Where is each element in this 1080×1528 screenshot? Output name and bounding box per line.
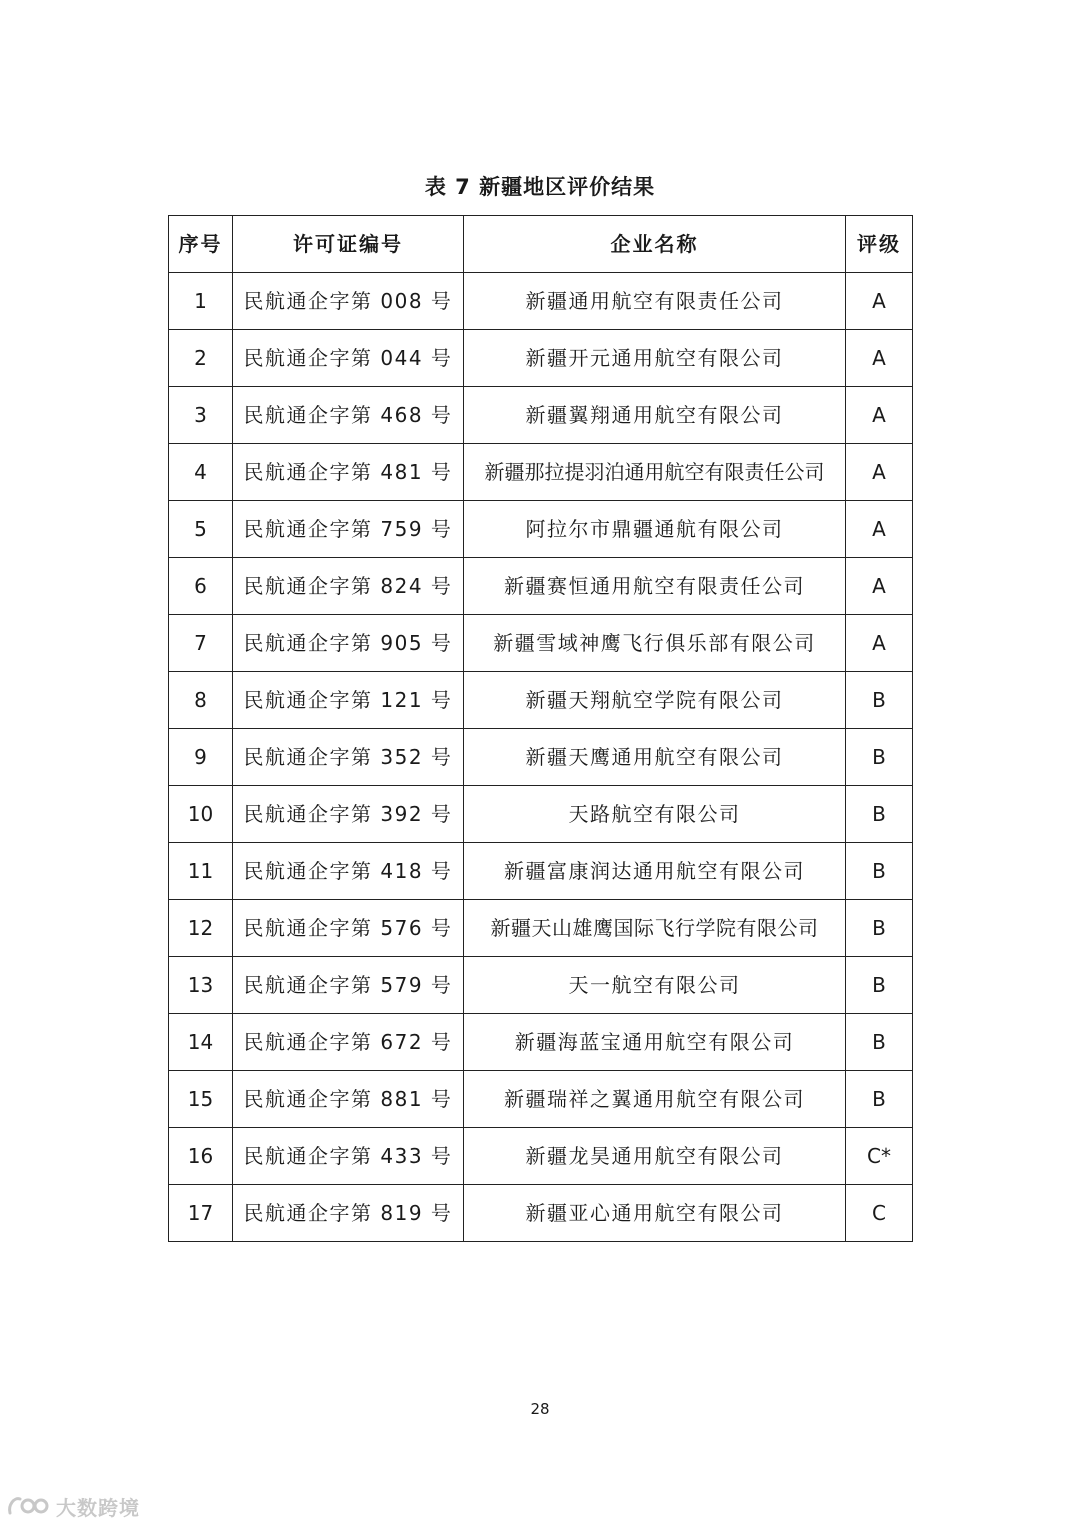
row-company: 新疆开元通用航空有限公司	[464, 330, 846, 387]
row-company: 新疆瑞祥之翼通用航空有限公司	[464, 1071, 846, 1128]
row-license: 民航通企字第 481 号	[233, 444, 464, 501]
brand-logo-icon	[6, 1493, 50, 1519]
table-row	[169, 444, 913, 501]
row-company: 新疆龙昊通用航空有限公司	[464, 1128, 846, 1185]
row-license: 民航通企字第 044 号	[233, 330, 464, 387]
header-license: 许可证编号	[233, 216, 464, 273]
row-license: 民航通企字第 819 号	[233, 1185, 464, 1242]
row-index: 3	[169, 387, 233, 444]
table-row	[169, 1185, 913, 1242]
row-license: 民航通企字第 121 号	[233, 672, 464, 729]
row-grade: B	[846, 672, 913, 729]
table-row	[169, 786, 913, 843]
row-company: 新疆通用航空有限责任公司	[464, 273, 846, 330]
row-company: 天一航空有限公司	[464, 957, 846, 1014]
row-grade: A	[846, 444, 913, 501]
row-grade: A	[846, 501, 913, 558]
row-company: 新疆天山雄鹰国际飞行学院有限公司	[464, 900, 846, 957]
table-row	[169, 330, 913, 387]
row-index: 9	[169, 729, 233, 786]
row-license: 民航通企字第 008 号	[233, 273, 464, 330]
row-license: 民航通企字第 672 号	[233, 1014, 464, 1071]
row-index: 4	[169, 444, 233, 501]
table-row	[169, 672, 913, 729]
row-company: 新疆那拉提羽泊通用航空有限责任公司	[464, 444, 846, 501]
row-grade: B	[846, 786, 913, 843]
table-row	[169, 1071, 913, 1128]
row-grade: B	[846, 1014, 913, 1071]
row-license: 民航通企字第 759 号	[233, 501, 464, 558]
row-index: 8	[169, 672, 233, 729]
row-license: 民航通企字第 824 号	[233, 558, 464, 615]
row-index: 11	[169, 843, 233, 900]
row-index: 17	[169, 1185, 233, 1242]
evaluation-table	[168, 215, 913, 1242]
row-company: 新疆天鹰通用航空有限公司	[464, 729, 846, 786]
table-row	[169, 615, 913, 672]
table-row	[169, 273, 913, 330]
row-grade: A	[846, 558, 913, 615]
row-index: 12	[169, 900, 233, 957]
table-title: 表 7 新疆地区评价结果	[424, 175, 656, 199]
table-row	[169, 900, 913, 957]
row-grade: C	[846, 1185, 913, 1242]
header-company: 企业名称	[464, 216, 846, 273]
row-index: 5	[169, 501, 233, 558]
row-company: 新疆富康润达通用航空有限公司	[464, 843, 846, 900]
row-company: 新疆雪域神鹰飞行俱乐部有限公司	[464, 615, 846, 672]
row-grade: B	[846, 843, 913, 900]
row-grade: A	[846, 387, 913, 444]
row-license: 民航通企字第 392 号	[233, 786, 464, 843]
row-index: 7	[169, 615, 233, 672]
row-index: 1	[169, 273, 233, 330]
table-header-row	[169, 216, 913, 273]
table-row	[169, 1128, 913, 1185]
table-row	[169, 387, 913, 444]
row-license: 民航通企字第 433 号	[233, 1128, 464, 1185]
row-index: 15	[169, 1071, 233, 1128]
row-license: 民航通企字第 468 号	[233, 387, 464, 444]
row-index: 2	[169, 330, 233, 387]
row-index: 16	[169, 1128, 233, 1185]
row-license: 民航通企字第 352 号	[233, 729, 464, 786]
table-row	[169, 957, 913, 1014]
row-license: 民航通企字第 905 号	[233, 615, 464, 672]
page-number: 28	[530, 1400, 550, 1418]
table-row	[169, 501, 913, 558]
header-grade: 评级	[846, 216, 913, 273]
row-company: 新疆翼翔通用航空有限公司	[464, 387, 846, 444]
row-grade: B	[846, 1071, 913, 1128]
table-row	[169, 1014, 913, 1071]
row-license: 民航通企字第 881 号	[233, 1071, 464, 1128]
row-license: 民航通企字第 418 号	[233, 843, 464, 900]
watermark-text: 大数跨境	[56, 1495, 140, 1520]
row-company: 天路航空有限公司	[464, 786, 846, 843]
table-row	[169, 558, 913, 615]
row-index: 6	[169, 558, 233, 615]
row-index: 14	[169, 1014, 233, 1071]
row-grade: B	[846, 729, 913, 786]
row-company: 阿拉尔市鼎疆通航有限公司	[464, 501, 846, 558]
header-index: 序号	[169, 216, 233, 273]
row-grade: A	[846, 273, 913, 330]
row-company: 新疆赛恒通用航空有限责任公司	[464, 558, 846, 615]
row-company: 新疆天翔航空学院有限公司	[464, 672, 846, 729]
row-license: 民航通企字第 576 号	[233, 900, 464, 957]
row-grade: A	[846, 330, 913, 387]
row-grade: C*	[846, 1128, 913, 1185]
table-row	[169, 729, 913, 786]
row-company: 新疆海蓝宝通用航空有限公司	[464, 1014, 846, 1071]
row-license: 民航通企字第 579 号	[233, 957, 464, 1014]
row-company: 新疆亚心通用航空有限公司	[464, 1185, 846, 1242]
watermark	[6, 1492, 140, 1520]
row-index: 10	[169, 786, 233, 843]
table-row	[169, 843, 913, 900]
row-grade: A	[846, 615, 913, 672]
row-grade: B	[846, 957, 913, 1014]
row-grade: B	[846, 900, 913, 957]
row-index: 13	[169, 957, 233, 1014]
